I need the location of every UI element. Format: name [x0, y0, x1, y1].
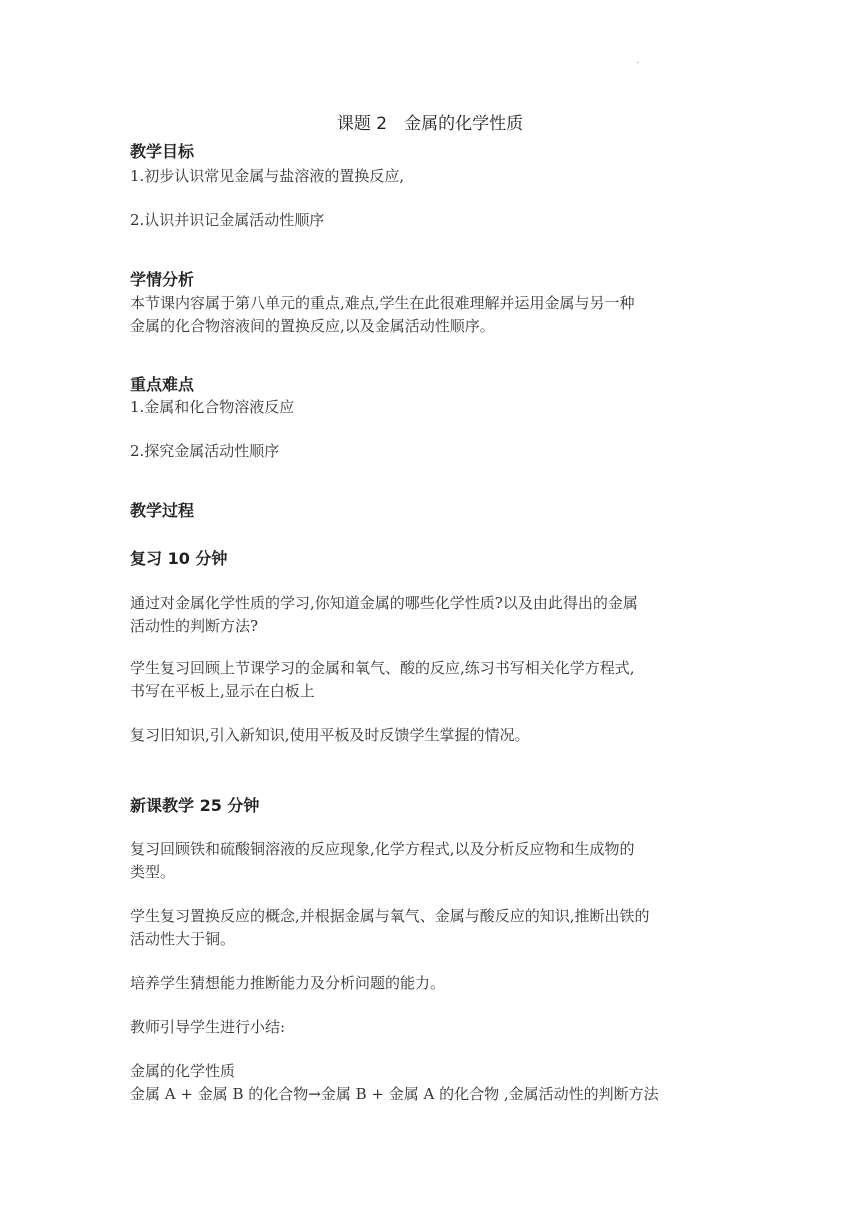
key-point-item: 1.金属和化合物溶液反应	[130, 398, 295, 416]
analysis-line: 金属的化合物溶液间的置换反应,以及金属活动性顺序。	[130, 317, 495, 335]
new-lesson-paragraph-line: 教师引导学生进行小结:	[130, 1018, 286, 1036]
review-paragraph-line: 通过对金属化学性质的学习,你知道金属的哪些化学性质?以及由此得出的金属	[130, 594, 638, 612]
review-paragraph-line: 书写在平板上,显示在白板上	[130, 682, 315, 700]
section-heading-process: 教学过程	[130, 501, 195, 520]
new-lesson-paragraph-line: 培养学生猜想能力推断能力及分析问题的能力。	[130, 974, 446, 992]
key-point-item: 2.探究金属活动性顺序	[130, 442, 280, 460]
section-heading-key-points: 重点难点	[130, 375, 195, 394]
new-lesson-paragraph-line: 复习回顾铁和硫酸铜溶液的反应现象,化学方程式,以及分析反应物和生成物的	[130, 840, 635, 858]
objective-item: 2.认识并识记金属活动性顺序	[130, 211, 325, 229]
review-paragraph-line: 复习旧知识,引入新知识,使用平板及时反馈学生掌握的情况。	[130, 726, 530, 744]
page-title: 课题 2 金属的化学性质	[336, 114, 524, 134]
review-paragraph-line: 活动性的判断方法?	[130, 617, 259, 635]
new-lesson-paragraph-line: 金属 A + 金属 B 的化合物→金属 B + 金属 A 的化合物 ,金属活动性的判断方法	[130, 1085, 659, 1103]
header-mark: ·	[636, 58, 639, 67]
review-paragraph-line: 学生复习回顾上节课学习的金属和氧气、酸的反应,练习书写相关化学方程式,	[130, 659, 635, 677]
objective-item: 1.初步认识常见金属与盐溶液的置换反应,	[130, 167, 405, 185]
section-heading-objectives: 教学目标	[130, 142, 195, 161]
new-lesson-paragraph-line: 学生复习置换反应的概念,并根据金属与氧气、金属与酸反应的知识,推断出铁的	[130, 907, 650, 925]
new-lesson-paragraph-line: 活动性大于铜。	[130, 930, 236, 948]
section-heading-new-lesson: 新课教学 25 分钟	[130, 796, 260, 815]
new-lesson-paragraph-line: 类型。	[130, 863, 176, 881]
section-heading-review: 复习 10 分钟	[130, 549, 228, 568]
analysis-line: 本节课内容属于第八单元的重点,难点,学生在此很难理解并运用金属与另一种	[130, 294, 635, 312]
section-heading-analysis: 学情分析	[130, 270, 195, 289]
new-lesson-paragraph-line: 金属的化学性质	[130, 1062, 236, 1080]
